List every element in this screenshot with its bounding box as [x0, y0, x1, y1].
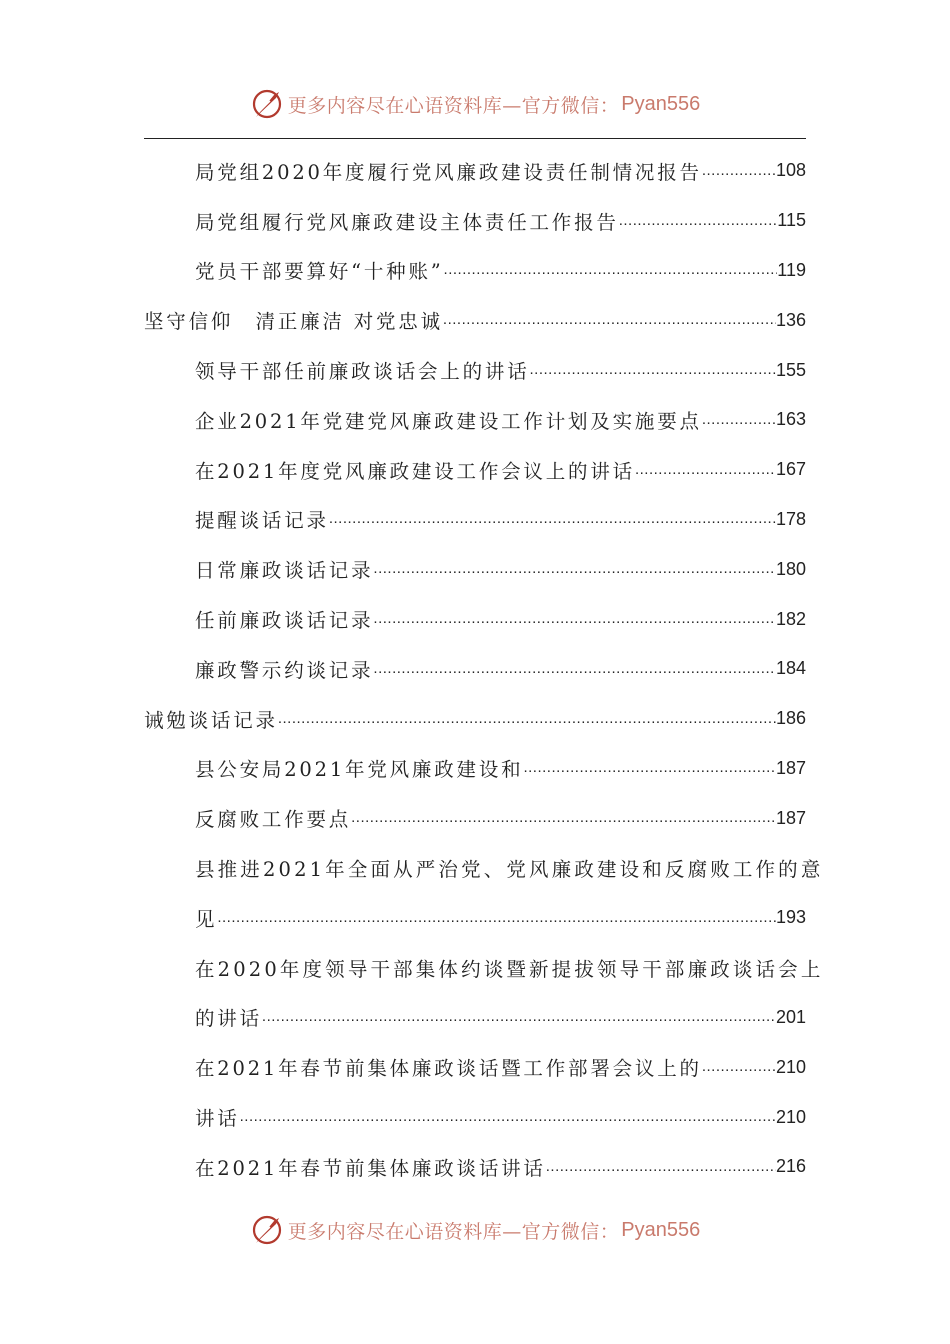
toc-dot-leader: [329, 509, 776, 529]
toc-entry-title: 在2021年春节前集体廉政谈话暨工作部署会议上的: [195, 1057, 702, 1081]
toc-dot-leader: [619, 211, 778, 231]
toc-entry[interactable]: [144, 495, 806, 545]
toc-entry[interactable]: [144, 395, 806, 445]
toc-entry-title: 的讲话: [195, 1007, 262, 1031]
toc-entry[interactable]: [144, 1142, 806, 1192]
toc-entry[interactable]: [144, 295, 806, 345]
toc-page-number: 155: [775, 359, 806, 380]
toc-dot-leader: [702, 161, 776, 181]
toc-dot-leader: [217, 908, 776, 928]
toc-page-number: 216: [775, 1156, 806, 1177]
toc-entry[interactable]: [144, 594, 806, 644]
toc-entry[interactable]: [144, 445, 806, 495]
toc-entry[interactable]: [144, 943, 824, 993]
toc-entry[interactable]: [144, 993, 806, 1043]
toc-page-number: 187: [775, 757, 806, 778]
toc-dot-leader: [240, 1107, 776, 1127]
toc-entry-title: 在2021年春节前集体廉政谈话讲话: [195, 1156, 546, 1180]
toc-entry-title: 廉政警示约谈记录: [195, 658, 374, 682]
toc-page-number: 136: [775, 309, 806, 330]
toc-entry-title: 领导干部任前廉政谈话会上的讲话: [195, 360, 530, 384]
toc-entry[interactable]: [144, 694, 806, 744]
toc-page-number: 119: [777, 259, 806, 280]
table-of-contents: [144, 146, 824, 1192]
toc-entry-title: 县公安局2021年党风廉政建设和: [195, 758, 524, 782]
toc-dot-leader: [373, 659, 776, 679]
toc-entry[interactable]: [144, 345, 806, 395]
toc-dot-leader: [523, 758, 776, 778]
toc-entry[interactable]: [144, 893, 806, 943]
toc-entry[interactable]: [144, 196, 806, 246]
toc-entry-title: 见: [195, 907, 218, 931]
toc-entry-title: 局党组2020年度履行党风廉政建设责任制情况报告: [195, 160, 702, 184]
toc-dot-leader: [262, 1007, 776, 1027]
toc-page-number: 210: [775, 1056, 806, 1077]
toc-dot-leader: [530, 360, 776, 380]
toc-entry[interactable]: [144, 146, 806, 196]
quill-logo-icon: [250, 1213, 284, 1247]
toc-page-number: 201: [775, 1006, 806, 1027]
quill-logo-icon: [250, 87, 284, 121]
header-banner: [0, 82, 950, 126]
toc-page-number: 184: [775, 658, 806, 679]
toc-entry[interactable]: [144, 843, 824, 893]
toc-entry-title: 县推进2021年全面从严治党、党风廉政建设和反腐败工作的意: [195, 858, 824, 882]
toc-entry-title: 在2020年度领导干部集体约谈暨新提拔领导干部廉政谈话会上: [195, 957, 824, 981]
banner-text: 更多内容尽在心语资料库—官方微信：: [287, 1220, 620, 1243]
toc-entry-title: 在2021年度党风廉政建设工作会议上的讲话: [195, 459, 635, 483]
toc-entry-title: 诫勉谈话记录: [144, 708, 278, 732]
toc-dot-leader: [443, 310, 776, 330]
toc-entry-title: 提醒谈话记录: [195, 509, 329, 533]
toc-page-number: 178: [775, 508, 806, 529]
toc-page-number: 186: [775, 708, 806, 729]
toc-page-number: 163: [775, 409, 806, 430]
toc-entry-title: 讲话: [195, 1107, 240, 1131]
toc-entry-title: 局党组履行党风廉政建设主体责任工作报告: [195, 210, 619, 234]
toc-entry[interactable]: [144, 1092, 806, 1142]
toc-entry-title: 企业2021年党建党风廉政建设工作计划及实施要点: [195, 409, 702, 433]
toc-dot-leader: [635, 460, 776, 480]
toc-entry-title: 党员干部要算好“十种账”: [195, 260, 444, 284]
toc-entry-title: 任前廉政谈话记录: [195, 609, 374, 633]
banner-wechat-id: Pyan556: [621, 92, 701, 115]
toc-dot-leader: [444, 260, 778, 280]
toc-entry[interactable]: [144, 544, 806, 594]
banner-text: 更多内容尽在心语资料库—官方微信：: [287, 94, 620, 117]
toc-page-number: 167: [775, 459, 806, 480]
header-rule: [144, 138, 806, 139]
toc-entry-title: 日常廉政谈话记录: [195, 559, 374, 583]
toc-dot-leader: [373, 609, 776, 629]
toc-dot-leader: [278, 709, 776, 729]
toc-page-number: 115: [777, 210, 806, 231]
toc-page-number: 180: [775, 558, 806, 579]
toc-dot-leader: [702, 1057, 776, 1077]
toc-dot-leader: [702, 410, 776, 430]
footer-banner: [0, 1208, 950, 1252]
toc-entry[interactable]: [144, 744, 806, 794]
toc-entry[interactable]: [144, 644, 806, 694]
toc-page-number: 187: [775, 807, 806, 828]
toc-entry[interactable]: [144, 1042, 806, 1092]
toc-entry-title: 坚守信仰 清正廉洁 对党忠诚: [144, 310, 443, 334]
toc-entry[interactable]: [144, 793, 806, 843]
toc-dot-leader: [373, 559, 776, 579]
toc-page-number: 182: [775, 608, 806, 629]
toc-page-number: 108: [775, 160, 806, 181]
banner-wechat-id: Pyan556: [621, 1218, 701, 1241]
toc-dot-leader: [351, 808, 776, 828]
toc-entry-title: 反腐败工作要点: [195, 808, 352, 832]
toc-entry[interactable]: [144, 246, 806, 296]
toc-page-number: 210: [775, 1106, 806, 1127]
toc-page-number: 193: [775, 907, 806, 928]
toc-dot-leader: [546, 1157, 776, 1177]
